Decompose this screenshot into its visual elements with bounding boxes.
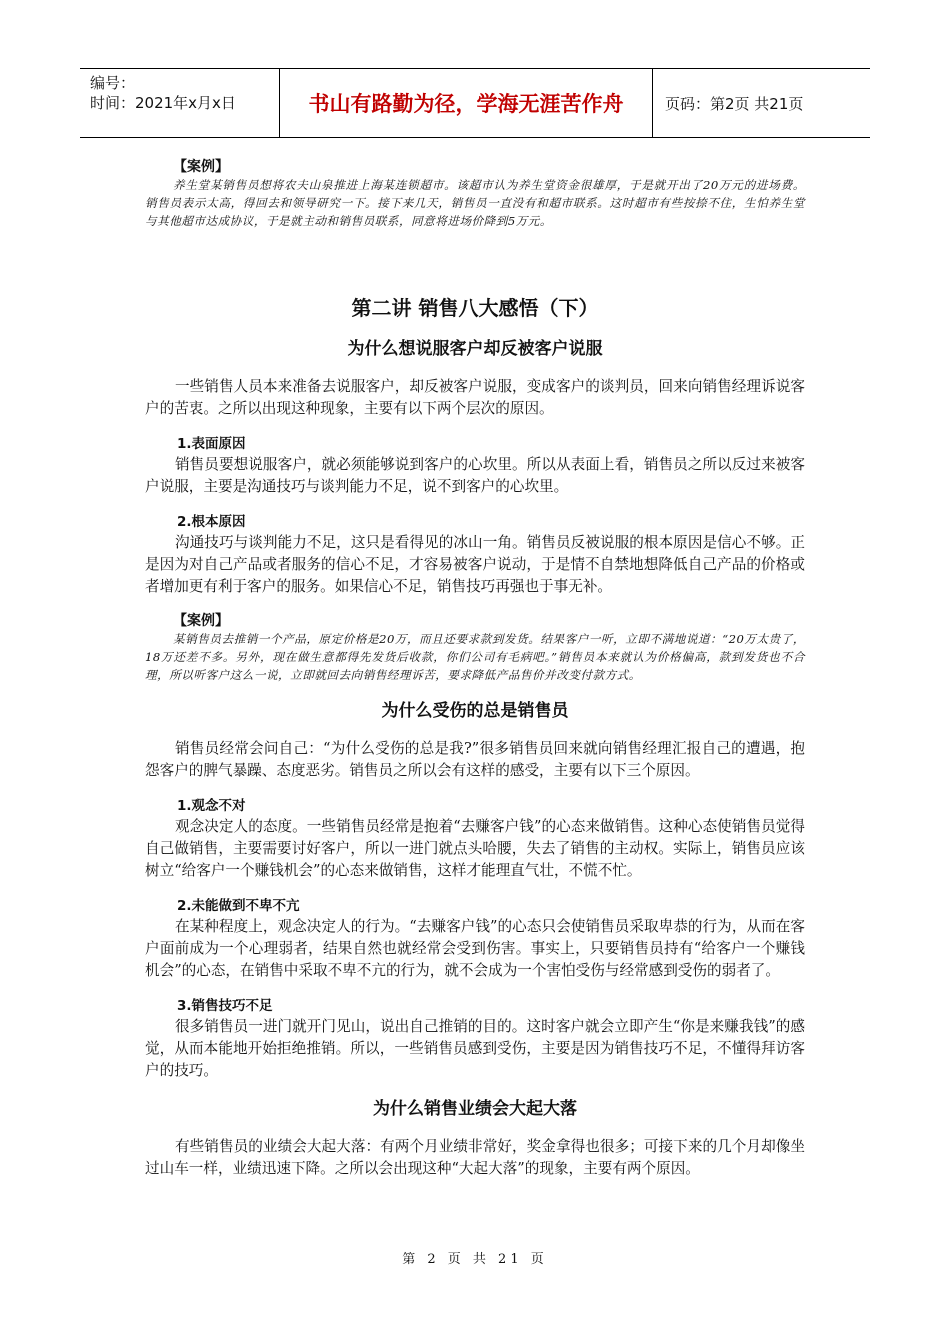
case-label: 【案例】: [173, 613, 229, 629]
paragraph: 一些销售人员本来准备去说服客户，却反被客户说服，变成客户的谈判员，回来向销售经理诉说客户的苦衷。之所以出现这种现象，主要有以下两个层次的原因。: [145, 378, 805, 417]
paragraph: 在某种程度上，观念决定人的行为。“去赚客户钱”的心态只会使销售员采取卑恭的行为，从而在客户面前成为一个心理弱者，结果自然也就经常会受到伤害。事实上，只要销售员持有“给客户一个赚钱机会”的心态，在销售中采取不卑不亢的行为，就不会成为一个害怕受伤与经常感到受伤的弱者了。: [145, 918, 805, 979]
subheading: 2.未能做到不卑不亢: [177, 898, 300, 914]
paragraph: 销售员要想说服客户，就必须能够说到客户的心坎里。所以从表面上看，销售员之所以反过来被客户说服，主要是沟通技巧与谈判能力不足，说不到客户的心坎里。: [145, 456, 805, 495]
paragraph: 销售员经常会问自己：“为什么受伤的总是我?”很多销售员回来就向销售经理汇报自己的遭遇，抱怨客户的脾气暴躁、态度恶劣。销售员之所以会有这样的感受，主要有以下三个原因。: [145, 740, 805, 779]
paragraph: 很多销售员一进门就开门见山，说出自己推销的目的。这时客户就会立即产生“你是来赚我钱”的感觉，从而本能地开始拒绝推销。所以，一些销售员感到受伤，主要是因为销售技巧不足，不懂得拜访客户的技巧。: [145, 1018, 805, 1079]
subheading: 1.表面原因: [177, 436, 246, 452]
page-info: 页码：第2页 共21页: [665, 94, 804, 113]
number-label: 编号：: [90, 74, 136, 92]
time-label: 时间：2021年x月x日: [90, 94, 236, 112]
section-title: 为什么销售业绩会大起大落: [373, 1099, 577, 1119]
paragraph: 有些销售员的业绩会大起大落：有两个月业绩非常好，奖金拿得也很多；可接下来的几个月却像坐过山车一样，业绩迅速下降。之所以会出现这种“大起大落”的现象，主要有两个原因。: [145, 1138, 805, 1177]
subheading: 1.观念不对: [177, 798, 246, 814]
header-right-cell: [653, 69, 870, 137]
section-title: 为什么受伤的总是销售员: [381, 701, 569, 721]
case-text: 养生堂某销售员想将农夫山泉推进上海某连锁超市。该超市认为养生堂资金很雄厚，于是就开出了20万元的进场费。销售员表示太高，得回去和领导研究一下。接下来几天，销售员一直没有和超市联系。这时超市有些按捺不住，生怕养生堂与其他超市达成协议，于是就主动和销售员联系，同意将进场价降到5万元。: [145, 178, 805, 228]
motto: 书山有路勤为径，学海无涯苦作舟: [308, 92, 624, 116]
case-label: 【案例】: [173, 159, 229, 175]
subheading: 3.销售技巧不足: [177, 998, 273, 1014]
document-body: [145, 150, 805, 1180]
header-left-cell: [80, 69, 278, 137]
paragraph: 观念决定人的态度。一些销售员经常是抱着“去赚客户钱”的心态来做销售。这种心态使销售员觉得自己做销售，主要需要讨好客户，所以一进门就点头哈腰，失去了销售的主动权。实际上，销售员应该树立“给客户一个赚钱机会”的心态来做销售，这样才能理直气壮，不慌不忙。: [145, 818, 805, 879]
subheading: 2.根本原因: [177, 514, 246, 530]
header-center-cell: [279, 69, 653, 137]
section-title: 为什么想说服客户却反被客户说服: [347, 339, 603, 359]
lecture-title: 第二讲 销售八大感悟（下）: [351, 296, 599, 320]
page-footer: 第 2 页 共 21 页: [402, 1252, 548, 1267]
paragraph: 沟通技巧与谈判能力不足，这只是看得见的冰山一角。销售员反被说服的根本原因是信心不够。正是因为对自己产品或者服务的信心不足，才容易被客户说动，于是情不自禁地想降低自己产品的价格或者增加更有利于客户的服务。如果信心不足，销售技巧再强也于事无补。: [145, 534, 805, 595]
case-text: 某销售员去推销一个产品，原定价格是20万，而且还要求款到发货。结果客户一听，立即不满地说道：“20万太贵了，18万还差不多。另外，现在做生意都得先发货后收款，你们公司有毛病吧。”销售员本来就认为价格偏高，款到发货也不合理，所以听客户这么一说，立即就回去向销售经理诉苦，要求降低产品售价并改变付款方式。: [145, 632, 805, 682]
document-header: [80, 68, 870, 138]
